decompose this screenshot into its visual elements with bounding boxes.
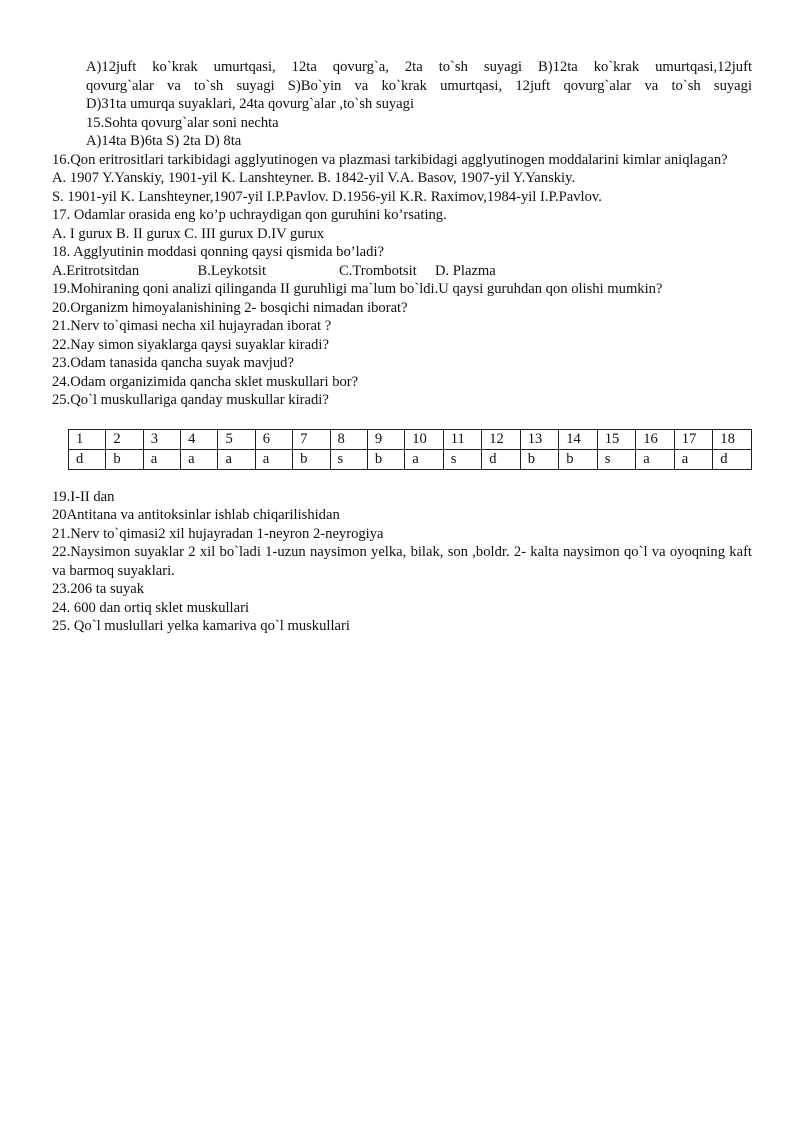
question-number-row bbox=[69, 429, 752, 449]
table-cell: 2 bbox=[106, 429, 143, 449]
answer-20: 20Antitana va antitoksinlar ishlab chiqarilishidan bbox=[52, 507, 340, 523]
q14-option-line-2: qovurg`alar va to`sh suyagi S)Bo`yin va ko`krak umurtqasi, 12juft qovurg`alar va to`sh suyagi bbox=[86, 77, 752, 94]
table-cell: b bbox=[367, 449, 404, 469]
table-cell: b bbox=[293, 449, 330, 469]
question-18-options: A.Eritrotsitdan B.Leykotsit C.Trombotsit D. Plazma bbox=[52, 262, 496, 279]
question-22-text: 22.Nay simon siyaklarga qaysi suyaklar kiradi? bbox=[52, 336, 329, 353]
question-19-text: 19.Mohiraning qoni analizi qilinganda II guruhligi ma`lum bo`ldi.U qaysi guruhdan qon olishi mumkin? bbox=[52, 281, 663, 297]
table-cell: d bbox=[713, 449, 752, 469]
q14-option-line-3: D)31ta umurqa suyaklari, 24ta qovurg`alar ,to`sh suyagi bbox=[86, 96, 415, 112]
table-cell: b bbox=[106, 449, 143, 469]
table-cell: s bbox=[330, 449, 367, 469]
question-17-options: A. I gurux B. II gurux C. III gurux D.IV gurux bbox=[52, 225, 325, 242]
table-cell: 1 bbox=[69, 429, 106, 449]
question-25-text: 25.Qo`l muskullariga qanday muskullar kiradi? bbox=[52, 392, 329, 408]
table-cell: 10 bbox=[405, 429, 444, 449]
table-cell: a bbox=[405, 449, 444, 469]
table-cell: b bbox=[520, 449, 559, 469]
table-cell: a bbox=[143, 449, 180, 469]
table-cell: 8 bbox=[330, 429, 367, 449]
table-cell: b bbox=[559, 449, 598, 469]
document-page bbox=[52, 58, 752, 636]
answer-19: 19.I-II dan bbox=[52, 488, 115, 505]
table-cell: 4 bbox=[181, 429, 218, 449]
table-cell: d bbox=[482, 449, 521, 469]
table-cell: a bbox=[181, 449, 218, 469]
open-answers bbox=[52, 488, 752, 636]
table-cell: a bbox=[255, 449, 292, 469]
question-18-text: 18. Agglyutinin moddasi qonning qaysi qismida bo’ladi? bbox=[52, 244, 384, 260]
table-cell: a bbox=[218, 449, 255, 469]
answer-25: 25. Qo`l muslullari yelka kamariva qo`l muskullari bbox=[52, 618, 350, 634]
table-cell: 14 bbox=[559, 429, 598, 449]
table-cell: 9 bbox=[367, 429, 404, 449]
question-17-text: 17. Odamlar orasida eng ko’p uchraydigan qon guruhini ko’rsating. bbox=[52, 207, 447, 223]
question-15-options: A)14ta B)6ta S) 2ta D) 8ta bbox=[86, 133, 242, 149]
table-cell: 15 bbox=[597, 429, 636, 449]
table-cell: 5 bbox=[218, 429, 255, 449]
answer-22: 22.Naysimon suyaklar 2 xil bo`ladi 1-uzun naysimon yelka, bilak, son ,boldr. 2- kalta naysimon qo`l va oyoqning kaft va barmoq suyaklari. bbox=[52, 544, 752, 579]
table-cell: a bbox=[674, 449, 713, 469]
q14-option-line-1: A)12juft ko`krak umurtqasi, 12ta qovurg`a, 2ta to`sh suyagi B)12ta ko`krak umurtqasi,12juft bbox=[86, 59, 752, 75]
table-cell: 11 bbox=[443, 429, 481, 449]
question-16-text: 16.Qon eritrositlari tarkibidagi agglyutinogen va plazmasi tarkibidagi agglyutinogen moddalarini kimlar aniqlagan? bbox=[52, 151, 728, 168]
table-cell: 13 bbox=[520, 429, 559, 449]
answer-key-table-wrapper bbox=[68, 429, 752, 470]
answer-23: 23.206 ta suyak bbox=[52, 581, 145, 597]
answer-key-table bbox=[68, 429, 752, 470]
question-20-text: 20.Organizm himoyalanishining 2- bosqichi nimadan iborat? bbox=[52, 299, 408, 316]
answer-letter-row bbox=[69, 449, 752, 469]
table-cell: 17 bbox=[674, 429, 713, 449]
question-15-text: 15.Sohta qovurg`alar soni nechta bbox=[86, 114, 279, 131]
table-cell: a bbox=[636, 449, 675, 469]
question-24-text: 24.Odam organizimida qancha sklet muskullari bor? bbox=[52, 373, 359, 390]
answer-21: 21.Nerv to`qimasi2 xil hujayradan 1-neyron 2-neyrogiya bbox=[52, 525, 384, 542]
table-cell: s bbox=[597, 449, 636, 469]
question-14-options bbox=[52, 58, 752, 151]
table-cell: 18 bbox=[713, 429, 752, 449]
question-21-text: 21.Nerv to`qimasi necha xil hujayradan iborat ? bbox=[52, 318, 332, 334]
table-cell: 12 bbox=[482, 429, 521, 449]
question-16-option-line-1: A. 1907 Y.Yanskiy, 1901-yil K. Lanshteyner. B. 1842-yil V.A. Basov, 1907-yil Y.Yanskiy. bbox=[52, 170, 576, 186]
table-cell: 16 bbox=[636, 429, 675, 449]
question-23-text: 23.Odam tanasida qancha suyak mavjud? bbox=[52, 355, 294, 371]
table-cell: d bbox=[69, 449, 106, 469]
answer-24: 24. 600 dan ortiq sklet muskullari bbox=[52, 599, 249, 616]
table-cell: 6 bbox=[255, 429, 292, 449]
table-cell: 3 bbox=[143, 429, 180, 449]
question-16-option-line-2: S. 1901-yil K. Lanshteyner,1907-yil I.P.Pavlov. D.1956-yil K.R. Raximov,1984-yil I.P.Pavlov. bbox=[52, 188, 602, 205]
table-cell: 7 bbox=[293, 429, 330, 449]
table-cell: s bbox=[443, 449, 481, 469]
